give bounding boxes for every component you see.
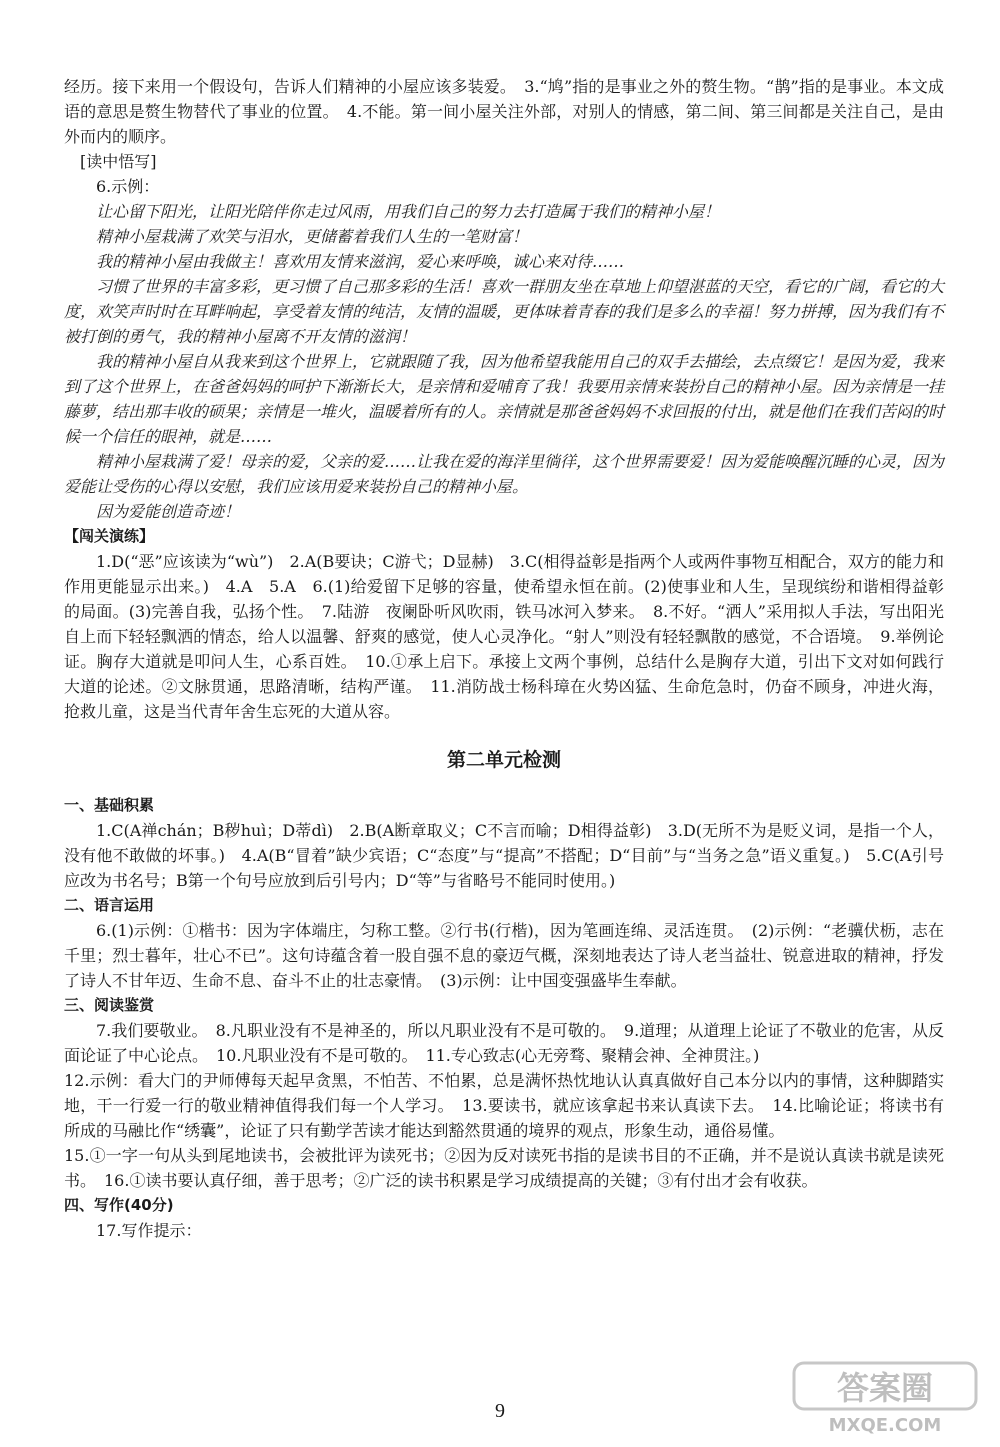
text-paragraph: 15.①一字一句从头到尾地读书，会被批评为读死书；②因为反对读死书指的是读书目的不正确，并不是说认真读书就是读死书。 16.①读书要认真仔细，善于思考；②广泛的读书积累是学习成绩提高的关键；③有付出才会有收获。 — [64, 1146, 944, 1190]
section-title: 第二单元检测 — [446, 749, 561, 771]
text-paragraph: 6.(1)示例：①楷书：因为字体端庄，匀称工整。②行书(行楷)，因为笔画连绵、灵活连贯。 (2)示例：“老骥伏枥，志在千里；烈士暮年，壮心不已”。这句诗蕴含着一股自强不息的豪迈气概，深刻地表达了诗人老当益壮、锐意进取的精神，抒发了诗人不甘年迈、生命不息、奋斗不止的壮志豪情。 (3)示例：让中国变强盛毕生奉献。 — [64, 921, 944, 990]
section-heading: 四、写作(40分) — [64, 1196, 174, 1214]
watermark-logo — [790, 1357, 980, 1437]
text-paragraph: 让心留下阳光，让阳光陪伴你走过风雨，用我们自己的努力去打造属于我们的精神小屋！ — [96, 202, 721, 221]
section-heading: 【闯关演练】 — [64, 527, 155, 545]
section-heading: 二、语言运用 — [64, 896, 155, 914]
answer-text-body — [64, 74, 944, 1243]
text-paragraph: 精神小屋栽满了爱！母亲的爱，父亲的爱……让我在爱的海洋里徜徉，这个世界需要爱！因为爱能唤醒沉睡的心灵，因为爱能让受伤的心得以安慰，我们应该用爱来装扮自己的精神小屋。 — [64, 452, 945, 496]
text-paragraph: 习惯了世界的丰富多彩，更习惯了自己那多彩的生活！喜欢一群朋友坐在草地上仰望湛蓝的天空，看它的广阔，看它的大度，欢笑声时时在耳畔响起，享受着友情的纯洁，友情的温暖，更体味着青春的我们是多么的幸福！努力拼搏，因为我们有不被打倒的勇气，我的精神小屋离不开友情的滋润！ — [64, 277, 945, 346]
text-paragraph: 17.写作提示： — [96, 1221, 202, 1240]
text-paragraph: 1.D(“恶”应该读为“wù”) 2.A(B要诀；C游弋；D显赫) 3.C(相得益彰是指两个人或两件事物互相配合，双方的能力和作用更能显示出来。) 4.A 5.A 6.(1)给爱留下足够的容量，使希望永恒在前。(2)使事业和人生，呈现缤纷和谐相得益彰的局面。(3)完善自我，弘扬个性。 7.陆游 夜阑卧听风吹雨，铁马冰河入梦来。 8.不好。“洒人”采用拟人手法，写出阳光自上而下轻轻飘洒的情态，给人以温馨、舒爽的感觉，使人心灵净化。“射人”则没有轻轻飘散的感觉，不合语境。 9.举例论证。胸存大道就是叩问人生，心系百姓。 10.①承上启下。承接上文两个事例，总结什么是胸存大道，引出下文对如何践行大道的论述。②文脉贯通，思路清晰，结构严谨。 11.消防战士杨科璋在火势凶猛、生命危急时，仍奋不顾身，冲进火海，抢救儿童，这是当代青年舍生忘死的大道从容。 — [64, 552, 944, 721]
watermark-icon — [790, 1357, 980, 1437]
text-paragraph: 12.示例：看大门的尹师傅每天起早贪黑，不怕苦、不怕累，总是满怀热忱地认认真真做好自己本分以内的事情，这种脚踏实地，干一行爱一行的敬业精神值得我们每一个人学习。 13.要读书，就应该拿起书来认真读下去。 14.比喻论证；将读书有所成的马融比作“绣囊”，论证了只有勤学苦读才能达到豁然贯通的境界的观点，形象生动，通俗易懂。 — [64, 1071, 944, 1140]
text-paragraph: 7.我们要敬业。 8.凡职业没有不是神圣的，所以凡职业没有不是可敬的。 9.道理；从道理上论证了不敬业的危害，从反面论证了中心论点。 10.凡职业没有不是可敬的。 11.专心致志(心无旁骛、聚精会神、全神贯注。) — [64, 1021, 944, 1065]
watermark-text-bottom: MXQE.COM — [828, 1415, 942, 1436]
section-heading: 一、基础积累 — [64, 796, 155, 814]
text-paragraph: 1.C(A禅chán；B秽huì；D蒂dì) 2.B(A断章取义；C不言而喻；D相得益彰) 3.D(无所不为是贬义词，是指一个人，没有他不敢做的坏事。) 4.A(B“冒着”缺少宾语；C“态度”与“提高”不搭配；D“目前”与“当务之急”语义重复。) 5.C(A引号应改为书名号；B第一个句号应放到后引号内；D“等”与省略号不能同时使用。) — [64, 821, 944, 890]
text-paragraph: 我的精神小屋由我做主！喜欢用友情来滋润，爱心来呼唤，诚心来对待…… — [96, 252, 625, 271]
text-paragraph: [读中悟写] — [80, 152, 157, 171]
text-paragraph: 经历。接下来用一个假设句，告诉人们精神的小屋应该多装爱。 3.“鸠”指的是事业之外的赘生物。“鹊”指的是事业。本文成语的意思是赘生物替代了事业的位置。 4.不能。第一间小屋关注外部，对别人的情感，第二间、第三间都是关注自己，是由外而内的顺序。 — [64, 77, 944, 146]
text-paragraph: 6.示例： — [96, 177, 160, 196]
page-number: 9 — [495, 1400, 505, 1422]
text-paragraph: 因为爱能创造奇迹！ — [96, 502, 241, 521]
text-paragraph: 我的精神小屋自从我来到这个世界上，它就跟随了我，因为他希望我能用自己的双手去描绘，去点缀它！是因为爱，我来到了这个世界上，在爸爸妈妈的呵护下渐渐长大，是亲情和爱哺育了我！我要用亲情来装扮自己的精神小屋。因为亲情是一挂藤萝，结出那丰收的硕果；亲情是一堆火，温暖着所有的人。亲情就是那爸爸妈妈不求回报的付出，就是他们在我们苦闷的时候一个信任的眼神，就是…… — [64, 352, 945, 446]
section-heading: 三、阅读鉴赏 — [64, 996, 155, 1014]
watermark-text-top: 答案圈 — [836, 1369, 934, 1407]
text-paragraph: 精神小屋栽满了欢笑与泪水，更储蓄着我们人生的一笔财富！ — [96, 227, 529, 246]
